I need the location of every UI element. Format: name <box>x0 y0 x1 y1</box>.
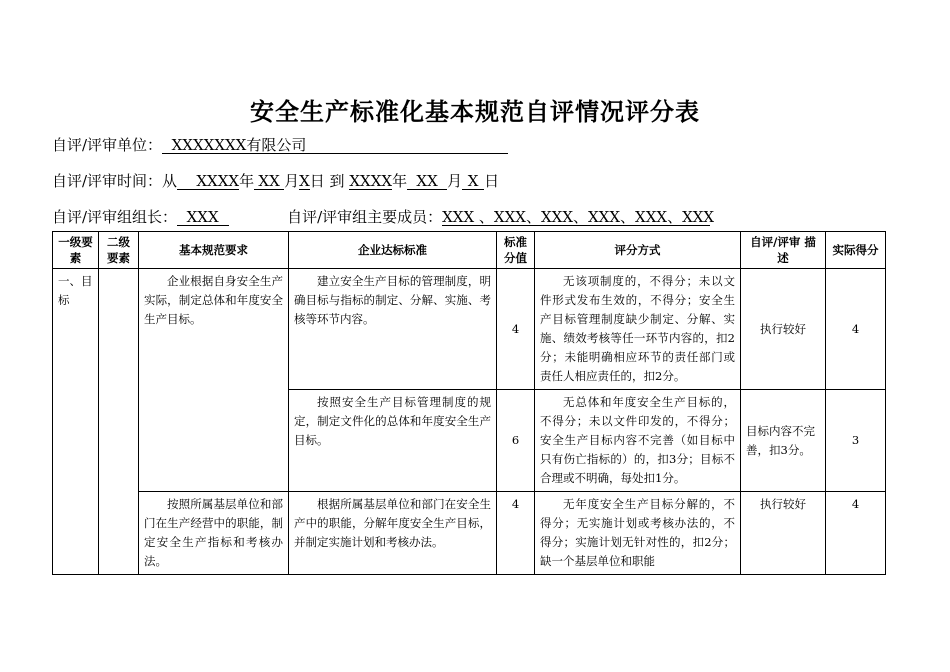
unit-label: 自评/评审单位： <box>52 136 163 154</box>
actual-score-cell: 3 <box>826 390 886 492</box>
start-year-value: XXXX <box>196 172 240 190</box>
score-std-cell: 6 <box>497 390 535 492</box>
day-to-text: 日 到 <box>309 172 345 190</box>
month-text: 月 <box>284 172 300 190</box>
table-row <box>53 269 886 390</box>
method-cell: 无总体和年度安全生产目标的，不得分；未以文件印发的，不得分；安全生产目标内容不完善（如目标中只有伤亡指标的）的，扣3分；目标不合理或不明确，每处扣1分。 <box>535 390 741 492</box>
standard-cell: 建立安全生产目标的管理制度，明确目标与指标的制定、分解、实施、考核等环节内容。 <box>289 269 497 390</box>
members-value: XXX 、XXX、XXX、XXX、XXX、XXX <box>442 208 715 226</box>
end-year <box>349 173 392 190</box>
level2-cell <box>99 269 139 575</box>
end-year-value: XXXX <box>349 172 393 190</box>
basic-cell: 按照所属基层单位和部门在生产经营中的职能，制定安全生产指标和考核办法。 <box>139 492 289 575</box>
standard-cell: 根据所属基层单位和部门在安全生产中的职能，分解年度安全生产目标，并制定实施计划和考核办法。 <box>289 492 497 575</box>
method-cell: 无该项制度的，不得分；未以文件形式发布生效的，不得分；安全生产目标管理制度缺少制定、分解、实施、绩效考核等任一环节内容的，扣2分；未能明确相应环节的责任部门或责任人相应责任的，扣2分。 <box>535 269 741 390</box>
leader-value-field <box>177 209 229 226</box>
header-standard: 企业达标标准 <box>289 232 497 269</box>
score-table <box>52 231 886 575</box>
table-header-row <box>53 232 886 269</box>
method-cell: 无年度安全生产目标分解的，不得分；无实施计划或考核办法的，不得分；实施计划无针对性的，扣2分；缺一个基层单位和职能 <box>535 492 741 575</box>
score-std-cell: 4 <box>497 269 535 390</box>
actual-score-cell: 4 <box>826 492 886 575</box>
end-month <box>407 173 447 190</box>
header-score-std: 标准分值 <box>497 232 535 269</box>
level1-cell: 一、目标 <box>53 269 99 575</box>
start-year <box>177 173 239 190</box>
year-text: 年 <box>239 172 255 190</box>
desc-cell: 目标内容不完善，扣3分。 <box>741 390 826 492</box>
time-line <box>52 170 499 191</box>
end-month-value: XX <box>416 172 438 190</box>
members-label: 自评/评审组主要成员： <box>287 208 443 226</box>
leader-value: XXX <box>186 208 219 226</box>
page-title: 安全生产标准化基本规范自评情况评分表 <box>250 98 700 126</box>
header-level1: 一级要素 <box>53 232 99 269</box>
members-value-field <box>442 208 715 226</box>
leader-label: 自评/评审组组长： <box>52 208 178 226</box>
start-day <box>299 173 310 190</box>
score-std-cell: 4 <box>497 492 535 575</box>
desc-cell: 执行较好 <box>741 269 826 390</box>
header-desc: 自评/评审 描 述 <box>741 232 826 269</box>
day-text-2: 日 <box>484 172 500 190</box>
standard-cell: 按照安全生产目标管理制度的规定，制定文件化的总体和年度安全生产目标。 <box>289 390 497 492</box>
start-month <box>254 173 284 190</box>
end-day-value: X <box>467 172 479 190</box>
start-month-value: XX <box>258 172 280 190</box>
header-actual: 实际得分 <box>826 232 886 269</box>
month-text-2: 月 <box>447 172 463 190</box>
year-text-2: 年 <box>392 172 408 190</box>
unit-line <box>52 134 508 155</box>
actual-score-cell: 4 <box>826 269 886 390</box>
end-day <box>462 173 484 190</box>
basic-cell: 企业根据自身安全生产实际，制定总体和年度安全生产目标。 <box>139 269 289 492</box>
header-basic: 基本规范要求 <box>139 232 289 269</box>
unit-value-field <box>162 137 508 154</box>
header-level2: 二级要素 <box>99 232 139 269</box>
team-line <box>52 206 715 227</box>
time-label: 自评/评审时间：从 <box>52 172 178 190</box>
table-row <box>53 492 886 575</box>
header-method: 评分方式 <box>535 232 741 269</box>
start-day-value: X <box>299 172 310 190</box>
unit-value: XXXXXXX有限公司 <box>171 136 307 154</box>
desc-cell: 执行较好 <box>741 492 826 575</box>
